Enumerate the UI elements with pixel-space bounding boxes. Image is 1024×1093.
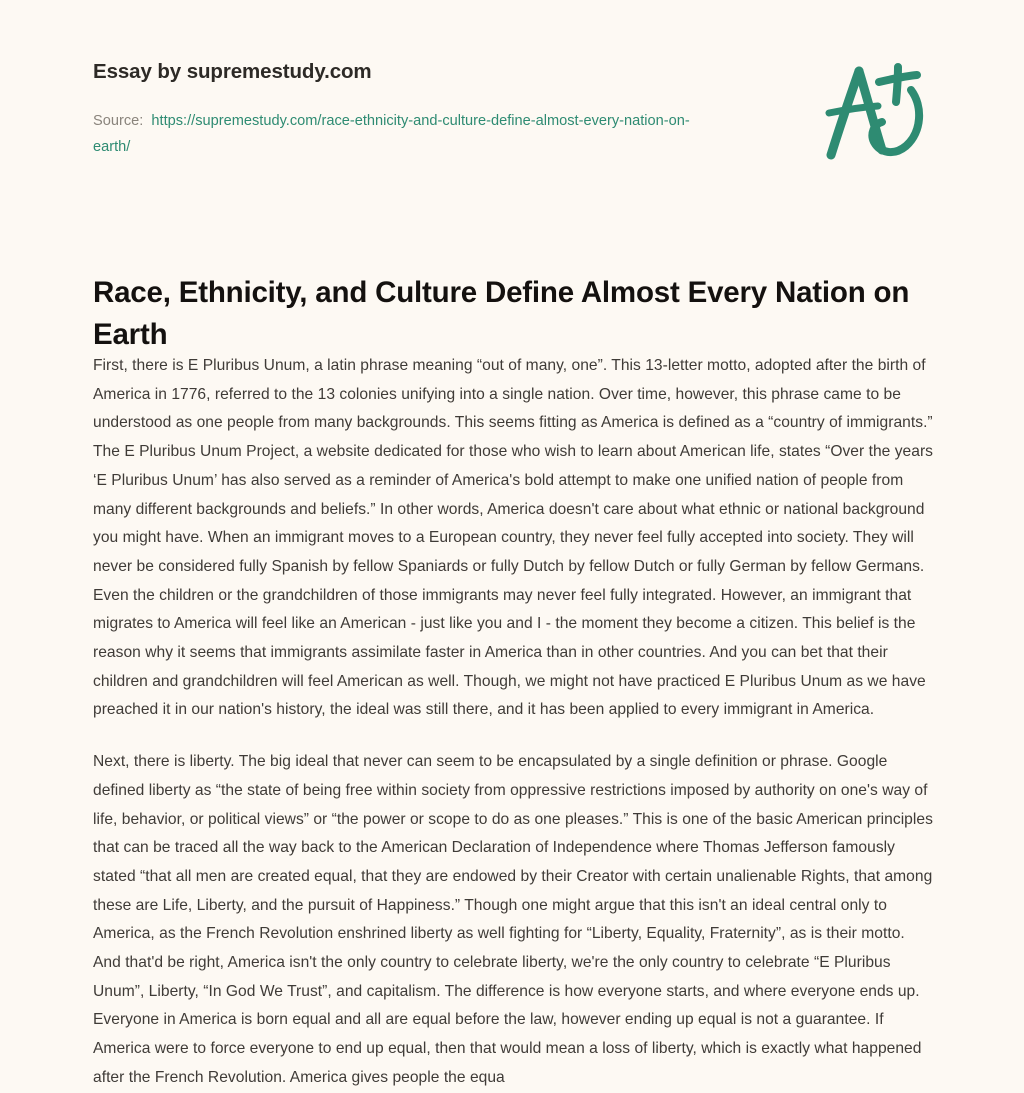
body-paragraph: Next, there is liberty. The big ideal that never can seem to be encapsulated by a single definition or phrase. Google defined liberty as “the state of being free within society from oppressive restrictions imposed by authority on one's way of life, behavior, or political views” or “the power or scope to do as one pleases.” This is one of the basic American principles that can be traced all the way back to the American Declaration of Independence where Thomas Jefferson famously stated “that all men are created equal, that they are endowed by their Creator with certain unalienable Rights, that among these are Life, Liberty, and the pursuit of Happiness.” Though one might argue that this isn't an ideal central only to America, as the French Revolution enshrined liberty as well fighting for “Liberty, Equality, Fraternity”, as is their motto. And that'd be right, America isn't the only country to celebrate liberty, we're the only country to celebrate “E Pluribus Unum”, Liberty, “In God We Trust”, and capitalism. The difference is how everyone starts, and where everyone ends up. Everyone in America is born equal and all are equal before the law, however ending up equal is not a guarantee. If America were to force everyone to end up equal, then that would mean a loss of liberty, which is exactly what happened after the French Revolution. America gives people the equa <box>93 753 933 1086</box>
essay-byline: Essay by supremestudy.com <box>93 60 372 83</box>
body-paragraph: First, there is E Pluribus Unum, a latin phrase meaning “out of many, one”. This 13-letter motto, adopted after the birth of America in 1776, referred to the 13 colonies unifying into a single nation. Over time, however, this phrase came to be understood as one people from many backgrounds. This seems fitting as America is defined as a “country of immigrants.” The E Pluribus Unum Project, a website dedicated for those who wish to learn about American life, states “Over the years ‘E Pluribus Unum’ has also served as a reminder of America's bold attempt to make one unified nation of people from many different backgrounds and beliefs.” In other words, America doesn't care about what ethnic or national background you might have. When an immigrant moves to a European country, they never feel fully accepted into society. They will never be considered fully Spanish by fellow Spaniards or fully Dutch by fellow Dutch or fully German by fellow Germans. Even the children or the grandchildren of those immigrants may never feel fully integrated. However, an immigrant that migrates to America will feel like an American - just like you and I - the moment they become a citizen. This belief is the reason why it seems that immigrants assimilate faster in America than in other countries. And you can bet that their children and grandchildren will feel American as well. Though, we might not have practiced E Pluribus Unum as we have preached it in our nation's history, the ideal was still there, and it has been applied to every immigrant in America. <box>93 357 934 719</box>
article-body <box>93 352 936 1093</box>
source-label: Source: <box>93 113 144 129</box>
page-title: Race, Ethnicity, and Culture Define Almost Every Nation on Earth <box>93 275 910 351</box>
document-header <box>0 0 1024 225</box>
source-line <box>93 108 713 160</box>
source-url-link[interactable]: https://supremestudy.com/race-ethnicity-and-culture-define-almost-every-nation-on-earth/ <box>93 113 690 155</box>
a-plus-logo-icon <box>812 58 942 180</box>
